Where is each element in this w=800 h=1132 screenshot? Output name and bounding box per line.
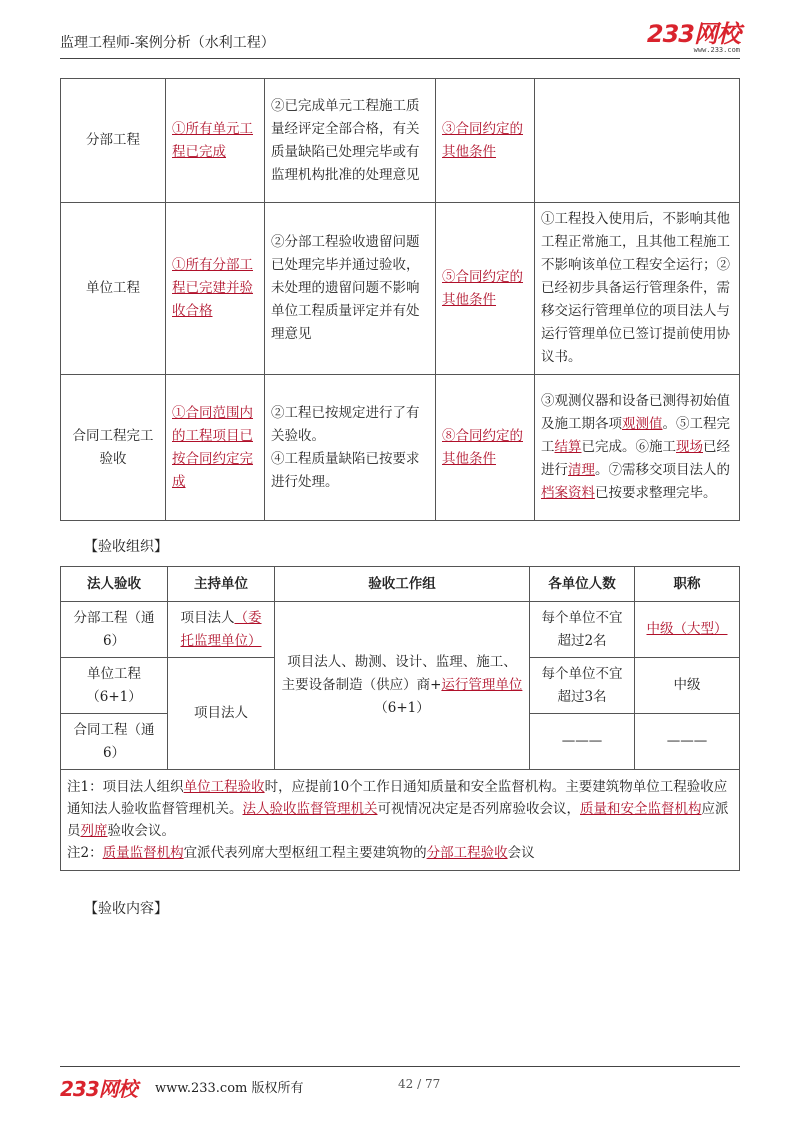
condition-line: ④工程质量缺陷已按要求进行处理。 — [271, 450, 420, 490]
document-title: 监理工程师-案例分析（水利工程） — [60, 35, 275, 51]
text-span: ③观测仪器和设备已测得初始值及施工期各项 — [541, 393, 730, 432]
table-row — [61, 602, 740, 658]
text-span: 已按要求整理完毕。 — [595, 485, 717, 501]
logo-text: 233网校 — [646, 20, 740, 48]
count-cell: 每个单位不宜超过3名 — [530, 658, 635, 714]
condition-cell: ②已完成单元工程施工质量经评定全部合格，有关质量缺陷已处理完毕或有监理机构批准的处理意见 — [265, 79, 436, 203]
highlight-span: 分部工程验收 — [426, 845, 508, 861]
text-span: 已完成。⑥施工 — [581, 439, 676, 455]
count-cell: 每个单位不宜超过2名 — [530, 602, 635, 658]
condition-cell: ②分部工程验收遗留问题已处理完毕并通过验收，未处理的遗留问题不影响单位工程质量评定并有处理意见 — [265, 203, 436, 375]
highlight-span: 列席 — [80, 823, 108, 839]
page-footer — [60, 1066, 740, 1107]
condition-cell: ⑤合同约定的其他条件 — [436, 203, 535, 375]
note-1 — [67, 776, 733, 842]
host-cell: 项目法人 — [168, 658, 275, 770]
row-name: 分部工程（通6） — [61, 602, 168, 658]
text-span: 可视情况决定是否列席验收会议， — [377, 801, 580, 817]
table-header-row — [61, 567, 740, 602]
row-name: 单位工程 — [61, 203, 166, 375]
text-span: （6+1） — [374, 700, 430, 716]
highlight-span: 质量和安全监督机构 — [580, 801, 702, 817]
text-span: 项目法人 — [180, 609, 235, 626]
highlight-span: 档案资料 — [541, 485, 595, 501]
section-heading: 【验收内容】 — [84, 901, 168, 917]
column-header: 法人验收 — [61, 567, 168, 602]
acceptance-organization-table — [60, 566, 740, 871]
text-span: 会议 — [507, 845, 535, 861]
text-span: 已经进行 — [541, 439, 730, 478]
column-header: 各单位人数 — [530, 567, 635, 602]
table-row — [61, 79, 740, 203]
title-cell: ——— — [635, 714, 740, 770]
section-heading: 【验收组织】 — [84, 539, 168, 555]
row-name: 分部工程 — [61, 79, 166, 203]
footer-logo: 233网校 — [60, 1077, 137, 1101]
condition-line: ②工程已按规定进行了有关验收。 — [271, 404, 420, 444]
condition-cell: ①所有分部工程已完建并验收合格 — [166, 203, 265, 375]
host-cell — [168, 602, 275, 658]
count-cell: ——— — [530, 714, 635, 770]
text-span: 应派员 — [67, 801, 729, 839]
notes-cell — [61, 770, 740, 871]
text-span: 宜派代表列席大型枢纽工程主要建筑物的 — [183, 845, 427, 861]
logo-site: www.233.com — [693, 46, 740, 54]
row-name: 合同工程完工验收 — [61, 375, 166, 521]
highlight-span: 结算 — [554, 439, 582, 455]
highlight-span: 现场 — [676, 439, 703, 455]
title-cell: 中级（大型） — [635, 602, 740, 658]
note-2 — [67, 842, 733, 864]
brand-logo — [647, 22, 740, 54]
table-row — [61, 770, 740, 871]
title-cell: 中级 — [635, 658, 740, 714]
column-header: 职称 — [635, 567, 740, 602]
text-span: 验收会议。 — [107, 823, 175, 839]
text-span: 时，应提前10个工作日通知质量和安全监督机构。主要建筑物单位工程验收应通知法人验收监督管理机关。 — [67, 779, 728, 817]
row-name: 合同工程（通6） — [61, 714, 168, 770]
text-span: 。⑤工程完工 — [541, 416, 730, 455]
condition-cell: ①工程投入使用后，不影响其他工程正常施工，且其他工程施工不影响该单位工程安全运行；②已经初步具备运行管理条件，需移交运行管理单位的项目法人与运行管理单位已签订提前使用协议书。 — [535, 203, 740, 375]
condition-cell: ①所有单元工程已完成 — [166, 79, 265, 203]
table-row — [61, 203, 740, 375]
text-span: 。⑦需移交项目法人的 — [595, 462, 730, 478]
text-span: 注2： — [67, 845, 103, 861]
highlight-span: 运行管理单位 — [441, 677, 523, 693]
text-span: 项目法人、勘测、设计、监理、施工、主要设备制造（供应）商+ — [281, 654, 517, 693]
highlight-span: 法人验收监督管理机关 — [242, 801, 378, 817]
highlight-span: 质量监督机构 — [102, 845, 184, 861]
column-header: 主持单位 — [168, 567, 275, 602]
row-name: 单位工程（6+1） — [61, 658, 168, 714]
acceptance-conditions-table — [60, 78, 740, 521]
condition-cell — [265, 375, 436, 521]
condition-cell: ①合同范围内的工程项目已按合同约定完成 — [166, 375, 265, 521]
copyright-text: www.233.com 版权所有 — [155, 1081, 304, 1096]
page-header — [60, 22, 740, 59]
work-group-cell — [275, 602, 530, 770]
highlight-span: （委托监理单位） — [180, 609, 262, 649]
highlight-span: 观测值 — [622, 416, 663, 432]
highlight-span: 清理 — [568, 462, 595, 478]
condition-cell — [535, 79, 740, 203]
condition-cell: ③合同约定的其他条件 — [436, 79, 535, 203]
text-span: 注1：项目法人组织 — [67, 779, 184, 795]
condition-cell: ⑧合同约定的其他条件 — [436, 375, 535, 521]
page-number: 42 / 77 — [398, 1077, 441, 1091]
table-row — [61, 375, 740, 521]
column-header: 验收工作组 — [275, 567, 530, 602]
condition-cell — [535, 375, 740, 521]
highlight-span: 单位工程验收 — [183, 779, 265, 795]
